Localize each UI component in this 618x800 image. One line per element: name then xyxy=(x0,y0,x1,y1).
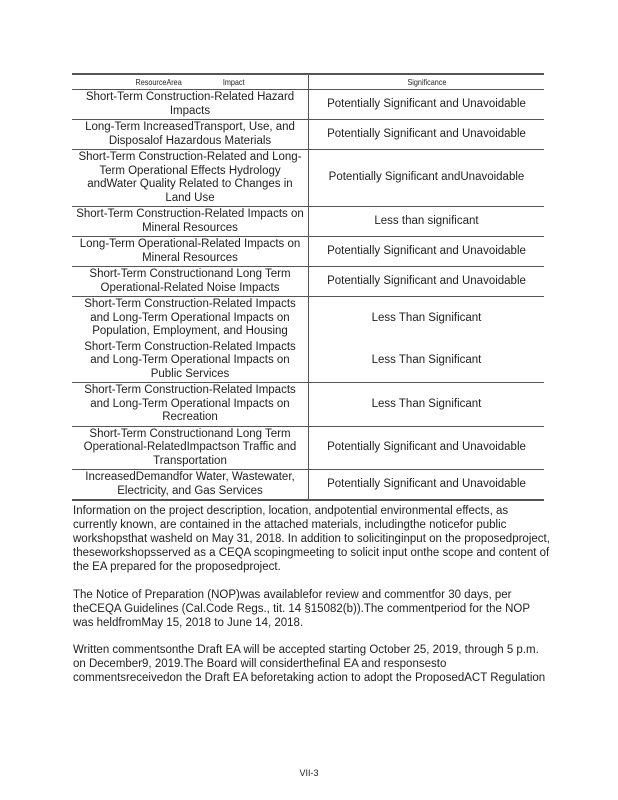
impact-cell: Short-Term Construction-Related Impacts and Long-Term Operational Impacts on Recreation xyxy=(72,383,309,427)
table-row xyxy=(72,297,544,340)
significance-cell: Less than significant xyxy=(309,207,545,237)
table-row xyxy=(72,383,544,427)
paragraph-project-info: Information on the project description, location, andpotential environmental effects, as currently known, are contained in the attached materials, includingthe noticefor public workshopsthat washeld on May 31, 2018. In addition to solicitinginput on the proposedproject, theseworkshopsserved as a CEQA scopingmeeting to solicit input onthe scope and content of the EA prepared for the proposedproject. xyxy=(73,505,550,573)
impact-cell: Short-Term Construction-Related and Long-Term Operational Effects Hydrology andWater Quality Related to Changes in Land Use xyxy=(72,150,309,207)
table-row xyxy=(72,470,544,501)
impact-cell: Short-Term Construction-Related Impacts and Long-Term Operational Impacts on Public Services xyxy=(72,340,309,383)
impact-cell: Short-Term Construction-Related Hazard Impacts xyxy=(72,90,309,120)
significance-cell: Potentially Significant and Unavoidable xyxy=(309,426,545,470)
header-impact: Impact xyxy=(222,77,245,87)
significance-cell: Potentially Significant and Unavoidable xyxy=(309,237,545,267)
header-resource-area: ResourceArea xyxy=(135,77,182,87)
impact-cell: Short-Term Constructionand Long Term Operational-Related Noise Impacts xyxy=(72,267,309,297)
significance-cell: Potentially Significant and Unavoidable xyxy=(309,470,545,501)
impacts-table xyxy=(72,73,544,501)
impact-cell: Short-Term Construction-Related Impacts on Mineral Resources xyxy=(72,207,309,237)
table-row xyxy=(72,207,544,237)
significance-cell: Potentially Significant andUnavoidable xyxy=(309,150,545,207)
significance-cell: Less Than Significant xyxy=(309,340,545,383)
table-row xyxy=(72,120,544,150)
table-row xyxy=(72,237,544,267)
header-resource-impact xyxy=(90,74,291,90)
impact-cell: IncreasedDemandfor Water, Wastewater, Electricity, and Gas Services xyxy=(72,470,309,501)
table-header-row xyxy=(72,74,544,90)
paragraph-comments: Written commentsonthe Draft EA will be accepted starting October 25, 2019, through 5 p.m. on December9, 2019.The Board will considerthefinal EA and responsesto commentsreceivedon the Draft EA beforetaking action to adopt the ProposedACT Regulation xyxy=(73,644,546,684)
impact-cell: Long-Term IncreasedTransport, Use, and Disposalof Hazardous Materials xyxy=(72,120,309,150)
table-row xyxy=(72,90,544,120)
significance-cell: Less Than Significant xyxy=(309,383,545,427)
paragraph-nop: The Notice of Preparation (NOP)was availablefor review and commentfor 30 days, per theCEQA Guidelines (Cal.Code Regs., tit. 14 §15082(b)).The commentperiod for the NOP was heldfromMay 15, 2018 to June 14, 2018. xyxy=(73,589,530,629)
impact-cell: Short-Term Constructionand Long Term Operational-RelatedImpactson Traffic and Transportation xyxy=(72,426,309,470)
significance-cell: Potentially Significant and Unavoidable xyxy=(309,90,545,120)
table-row xyxy=(72,150,544,207)
impact-cell: Long-Term Operational-Related Impacts on Mineral Resources xyxy=(72,237,309,267)
table-row xyxy=(72,340,544,383)
significance-cell: Potentially Significant and Unavoidable xyxy=(309,120,545,150)
page-number: VII-3 xyxy=(299,768,319,778)
header-significance: Significance xyxy=(326,74,526,90)
table-row xyxy=(72,426,544,470)
significance-cell: Less Than Significant xyxy=(371,311,482,324)
impact-cell: Short-Term Construction-Related Impacts and Long-Term Operational Impacts on Population, Employment, and Housing xyxy=(72,297,309,340)
significance-cell: Potentially Significant and Unavoidable xyxy=(309,267,545,297)
table-row xyxy=(72,267,544,297)
